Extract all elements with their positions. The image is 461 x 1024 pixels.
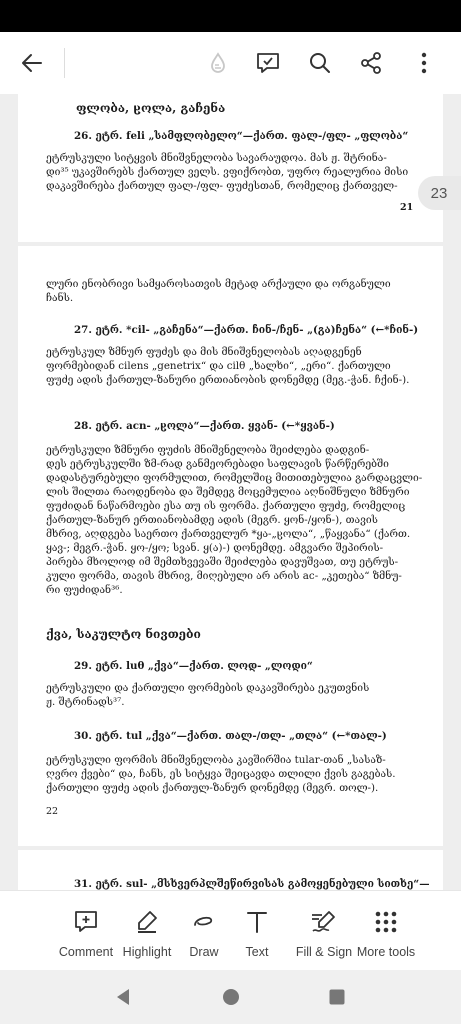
text-line: ფუძე ადის ქართულ-ზანური ერთიანობის დონემდე (მეგ.-ჭან. ჩქინ-). — [46, 374, 410, 386]
draw-icon — [191, 909, 217, 935]
text-line: მხრივ, აღდგება საერთო ქართველურ *ყა-„ჸოლა“, „წაყვანა“ (ქართ. — [46, 528, 411, 540]
draw-tool-label: Draw — [189, 945, 219, 959]
text-line: ეტრუსკული ზმნური ფუძის მნიშვნელობა შეიძლება დადგინ- — [46, 444, 370, 456]
bottom-toolbar — [0, 890, 461, 970]
text-line: რი ფუძიდან³⁶. — [46, 584, 123, 596]
pdf-page-23 — [18, 850, 443, 890]
nav-back-button[interactable] — [98, 970, 148, 1024]
entry-title: 29. ეტრ. luθ „ქვა“—ქართ. ლოდ- „ლოდი“ — [74, 660, 313, 672]
nav-back-icon — [115, 988, 131, 1006]
highlight-tool-label: Highlight — [122, 945, 172, 959]
text-line: ლის შილთა რაოდენობა და შემდეგ მოცემულია აღნიშნული ზმნური — [46, 486, 410, 498]
highlighter-icon — [134, 909, 160, 935]
share-icon — [359, 51, 383, 75]
text-line: ქართულ-ზანურ ერთიანობამდე ადის (მეგრ. ყონ-/ყონ-), თავის — [46, 514, 378, 526]
text-line: ეტრუსკულ ზმნურ ფუძეს და მის მნიშვნელობას აღადგენენ — [46, 346, 362, 358]
search-icon — [308, 51, 332, 75]
share-button[interactable] — [349, 32, 393, 94]
text-line: დადასტურებული ფორმულით, რომელშიც მითითებულია გარდაცვლი- — [46, 472, 423, 484]
pdf-page-22 — [18, 246, 443, 846]
comment-tool-label: Comment — [58, 945, 114, 959]
comment-tool[interactable] — [52, 891, 120, 971]
text-line: ფორმებიდან cilens „genetrix“ და cilθ „ხალხი“, „ერი“. ქართული — [46, 360, 391, 372]
liquid-mode-button[interactable] — [196, 32, 240, 94]
page-number: 21 — [400, 202, 414, 213]
toolbar-divider — [64, 48, 65, 78]
comment-add-icon — [73, 909, 99, 935]
text-line: ქართული ფუძე ადის ქართულ-ზანურ დონემდე (მეგრ. თოლ-). — [46, 782, 379, 794]
text-line: დაკავშირება ქართულ ფალ-/ფლ- ფუძესთან, რომელიც ქართველ- — [46, 180, 398, 192]
text-tool[interactable] — [232, 891, 282, 971]
text-line: დეს ეტრუსკულში ზმ-რად განმეორებადი საფლავის წარწერებში — [46, 458, 389, 470]
more-tools-button[interactable] — [346, 891, 426, 971]
text-line: დი³⁵ უკავშირებს ქართულ ველს. ვფიქრობთ, უფრო რეალურია მისი — [46, 166, 409, 178]
more-vertical-icon — [421, 52, 427, 74]
section-heading: ქვა, საკულტო ნივთები — [46, 627, 201, 641]
liquid-mode-icon — [206, 51, 230, 75]
fill-sign-icon — [310, 909, 338, 935]
entry-title: 27. ეტრ. *cil- „გაჩენა“—ქართ. ჩინ-/ჩენ- „(გა)ჩენა“ (←*ჩინ-) — [74, 324, 419, 336]
entry-title: 31. ეტრ. sul- „მსხვერპლშეწირვისას გამოყენებული სითხე“— — [74, 878, 430, 890]
entry-title: 30. ეტრ. tul „ქვა“—ქართ. თალ-/თლ- „თლა“ (←*თალ-) — [74, 730, 387, 742]
text-line: ეტრუსკული და ქართული ფორმების დაკავშირება ეკუთვნის — [46, 682, 370, 694]
draw-tool[interactable] — [178, 891, 230, 971]
nav-home-icon — [222, 988, 240, 1006]
text-line: ღვრო ქვები“ და, ჩანს, ეს სიტყვა შეიცავდა თლილი ქვის გაგებას. — [46, 768, 396, 780]
text-line: ეტრუსკული ფორმის მნიშვნელობა კავშირშია tular-თან „სასაზ- — [46, 754, 386, 766]
text-line: ჩანს. — [46, 292, 74, 304]
system-navigation-bar — [0, 970, 461, 1024]
nav-home-button[interactable] — [206, 970, 256, 1024]
overflow-menu-button[interactable] — [402, 32, 446, 94]
back-button[interactable] — [10, 32, 54, 94]
comment-check-icon — [255, 50, 281, 76]
more-tools-label: More tools — [356, 945, 416, 959]
pdf-page-21 — [18, 94, 443, 242]
grid-icon — [375, 911, 397, 933]
search-button[interactable] — [298, 32, 342, 94]
text-line: კული ფორმა, თავის მხრივ, მიღებული არ არის ac- „კეთება“ ზმნუ- — [46, 570, 402, 582]
text-line: ეტრუსკული სიტყვის მნიშვნელობა სავარაუდოა. მას ჟ. შტრინა- — [46, 152, 387, 164]
comments-button[interactable] — [246, 32, 290, 94]
document-viewer[interactable] — [0, 94, 461, 890]
text-line: ყავ-; მეგრ.-ჭან. ყო-/ყო; სვან. ყ(ა)-) დონემდე. ამგვარი შეპირის- — [46, 542, 384, 554]
status-bar — [0, 0, 461, 32]
page-indicator[interactable]: 23 — [418, 176, 461, 210]
text-line: ლური ენობრივი სამყაროსათვის მეტად არქაული და ორგანული — [46, 278, 391, 290]
text-icon — [246, 910, 268, 934]
nav-recents-button[interactable] — [312, 970, 362, 1024]
top-toolbar — [0, 32, 461, 94]
back-arrow-icon — [20, 51, 44, 75]
text-line: პირება მხოლოდ იმ შემთხვევაში შეიძლება დავუშვათ, თუ ეტრუს- — [46, 556, 399, 568]
nav-recents-icon — [329, 989, 345, 1005]
text-line: ფუძიდან ნაწარმოები ესა თუ ის ფორმა. ქართული ფუძე, რომელიც — [46, 500, 406, 512]
section-heading: ფლობა, ჸოლა, გაჩენა — [76, 101, 226, 115]
text-tool-label: Text — [245, 945, 269, 959]
page-number: 22 — [46, 806, 59, 817]
text-line: ჟ. შტრინადს³⁷. — [46, 696, 125, 708]
fill-sign-tool-label: Fill & Sign — [295, 945, 353, 959]
entry-title: 28. ეტრ. acn- „ჸოლა“—ქართ. ყვან- (←*ყვან-) — [74, 420, 335, 432]
entry-title: 26. ეტრ. feli „სამფლობელო“—ქართ. ფალ-/ფლ- „ფლობა“ — [74, 130, 409, 142]
highlight-tool[interactable] — [116, 891, 178, 971]
